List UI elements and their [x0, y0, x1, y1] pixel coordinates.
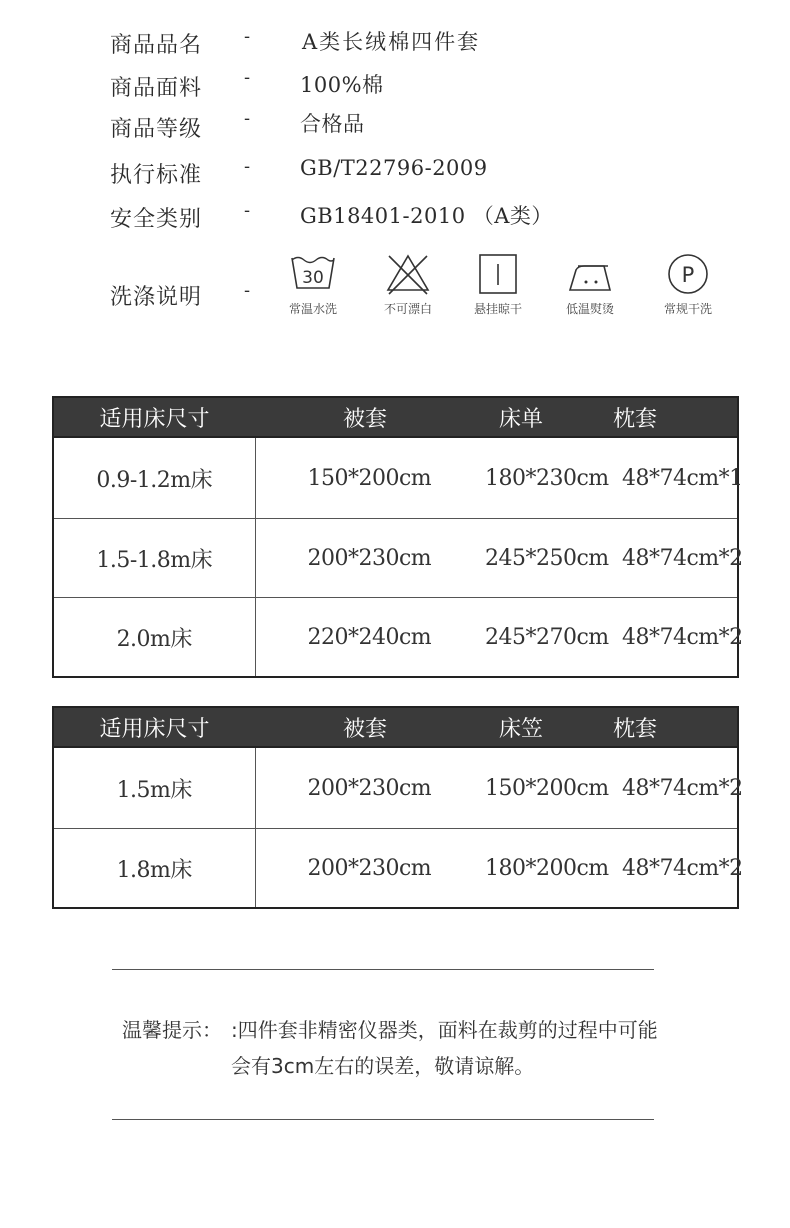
- spec-dash: -: [244, 67, 251, 88]
- care-caption: 悬挂晾干: [473, 302, 522, 316]
- hang-dry-icon: [458, 252, 538, 317]
- divider-bottom: [112, 1119, 654, 1120]
- spec-value: A类长绒棉四件套: [302, 30, 481, 54]
- table-header-row: [53, 707, 738, 747]
- cell-duvet: 200*230cm: [255, 747, 475, 829]
- spec-value: 合格品: [300, 112, 365, 136]
- cell-duvet: 200*230cm: [255, 519, 475, 598]
- spec-label: 商品面料: [110, 76, 203, 101]
- cell-duvet: 150*200cm: [255, 437, 475, 519]
- table-row: [53, 747, 738, 829]
- spec-value: 100%棉: [300, 73, 384, 97]
- cell-pillowcase: 48*74cm*2: [580, 747, 738, 829]
- spec-dash: -: [244, 26, 251, 47]
- size-table-fitted: [52, 706, 743, 909]
- spec-row-fabric: [0, 67, 790, 107]
- care-label: 洗涤说明: [110, 285, 203, 310]
- care-caption: 常温水洗: [288, 302, 337, 316]
- cell-bed-size: 1.5m床: [53, 747, 255, 829]
- cell-bed-size: 1.8m床: [53, 829, 255, 909]
- spec-dash: -: [244, 280, 251, 301]
- cell-pillowcase: 48*74cm*1: [580, 437, 738, 519]
- table-row: [53, 829, 738, 909]
- cell-duvet: 220*240cm: [255, 598, 475, 678]
- care-caption: 低温熨烫: [565, 302, 614, 316]
- cell-pillowcase: 48*74cm*2: [580, 519, 738, 598]
- no-bleach-icon: [368, 252, 448, 317]
- spec-dash: -: [244, 200, 251, 221]
- care-caption: 常规干洗: [663, 302, 712, 316]
- cell-bed-size: 1.5-1.8m床: [53, 519, 255, 598]
- note-line-2: 会有3cm左右的误差，敬请谅解。: [231, 1054, 535, 1078]
- divider-top: [112, 969, 654, 970]
- cell-pillowcase: 48*74cm*2: [580, 598, 738, 678]
- cell-sheet: 180*230cm: [475, 437, 580, 519]
- header-fitted-sheet: 床笠: [475, 707, 580, 747]
- cell-fitted-sheet: 180*200cm: [475, 829, 580, 909]
- header-sheet: 床单: [475, 397, 580, 437]
- cell-duvet: 200*230cm: [255, 829, 475, 909]
- table-row: [53, 519, 738, 598]
- spec-value: GB/T22796-2009: [300, 156, 488, 180]
- note-line-1: :四件套非精密仪器类，面料在裁剪的过程中可能: [231, 1018, 658, 1042]
- header-duvet: 被套: [255, 707, 475, 747]
- header-bed-size: 适用床尺寸: [53, 397, 255, 437]
- cell-pillowcase: 48*74cm*2: [580, 829, 738, 909]
- dry-clean-p-icon: [648, 252, 728, 317]
- header-duvet: 被套: [255, 397, 475, 437]
- spec-row-safety: [0, 198, 790, 238]
- table-row: [53, 437, 738, 519]
- spec-label: 商品品名: [110, 33, 203, 58]
- size-table-sheet: [52, 396, 743, 678]
- spec-dash: -: [244, 108, 251, 129]
- header-pillowcase: 枕套: [580, 707, 738, 747]
- cell-sheet: 245*250cm: [475, 519, 580, 598]
- spec-label: 执行标准: [110, 163, 203, 188]
- cell-bed-size: 2.0m床: [53, 598, 255, 678]
- spec-row-standard: [0, 154, 790, 194]
- spec-label: 安全类别: [110, 207, 203, 232]
- table-header-row: [53, 397, 738, 437]
- spec-label: 商品等级: [110, 117, 203, 142]
- cell-sheet: 245*270cm: [475, 598, 580, 678]
- spec-value: GB18401-2010 （A类）: [300, 204, 553, 228]
- header-bed-size: 适用床尺寸: [53, 707, 255, 747]
- cell-fitted-sheet: 150*200cm: [475, 747, 580, 829]
- wash-30-icon: [273, 252, 353, 317]
- spec-row-name: [0, 24, 790, 64]
- cell-bed-size: 0.9-1.2m床: [53, 437, 255, 519]
- note-label: 温馨提示：: [122, 1018, 222, 1042]
- care-caption: 不可漂白: [383, 302, 432, 316]
- table-row: [53, 598, 738, 678]
- low-iron-icon: [550, 252, 630, 317]
- svg-text:30: 30: [302, 268, 324, 288]
- svg-text:P: P: [681, 263, 695, 287]
- spec-row-grade: [0, 108, 790, 148]
- header-pillowcase: 枕套: [580, 397, 738, 437]
- spec-dash: -: [244, 156, 251, 177]
